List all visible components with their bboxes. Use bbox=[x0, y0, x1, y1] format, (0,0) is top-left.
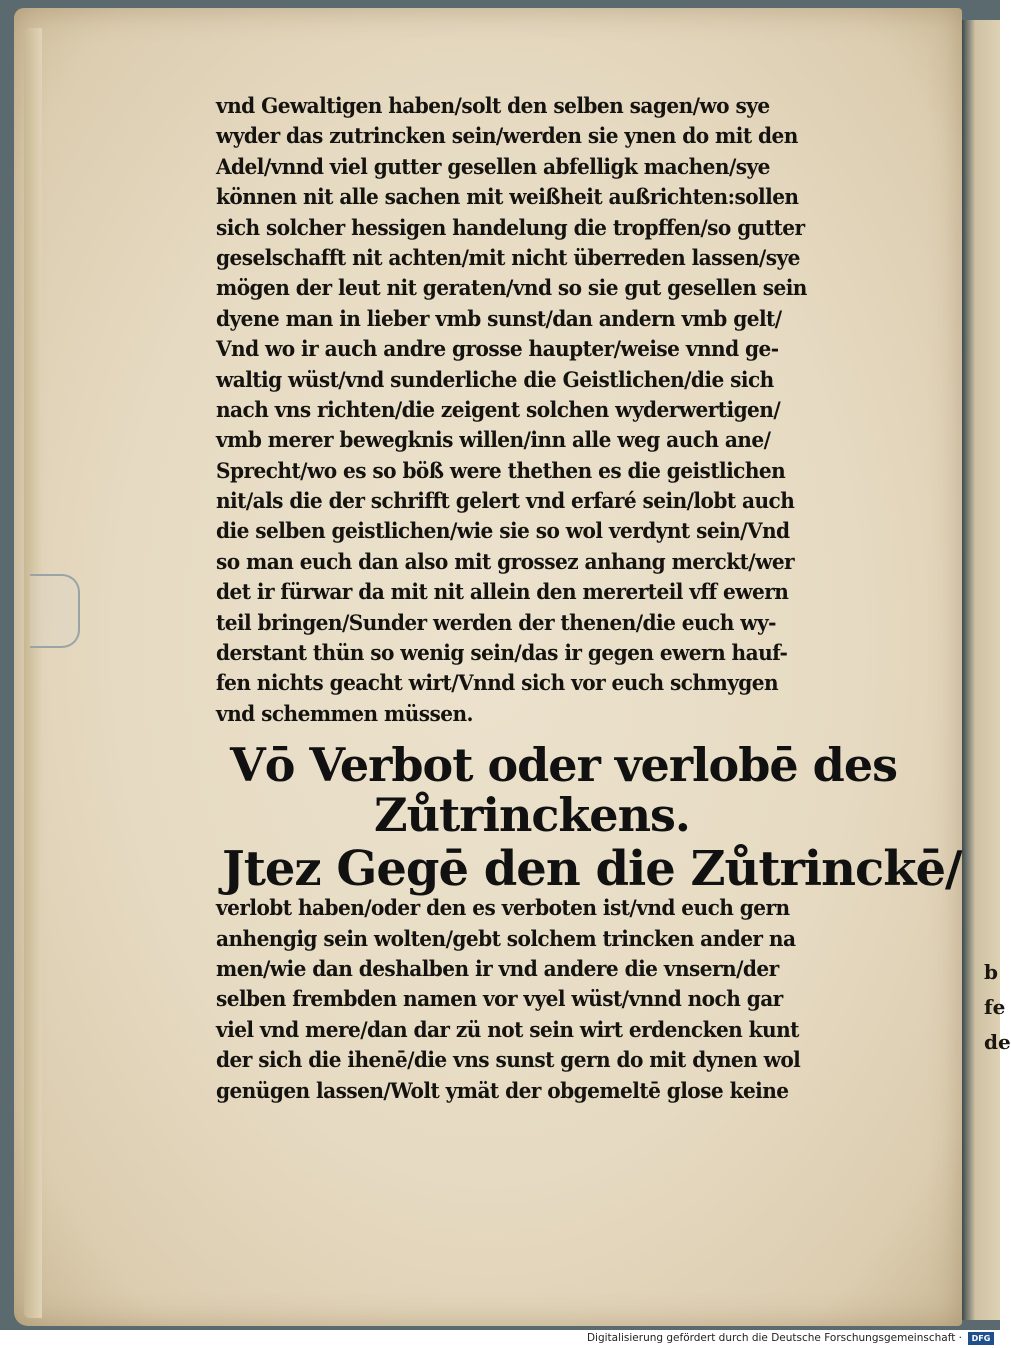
adjacent-page-edge bbox=[962, 20, 1011, 1320]
text-line: teil bringen/Sunder werden der thenen/die euch wy- bbox=[216, 610, 776, 636]
text-line: der sich die ihenē/die vns sunst gern do mit dynen wol bbox=[216, 1048, 801, 1074]
text-line: dyene man in lieber vmb sunst/dan andern vmb gelt/ bbox=[216, 306, 782, 332]
text-line: fen nichts geacht wirt/Vnnd sich vor euch schmygen bbox=[216, 671, 779, 697]
body-text bbox=[216, 92, 856, 730]
section-heading: Jtez Gegē den die Zůtrinckē/ bbox=[222, 841, 962, 898]
adjacent-page-letter: de bbox=[984, 1030, 1011, 1054]
text-line: waltig wüst/vnd sunderliche die Geistlichen/die sich bbox=[216, 367, 774, 393]
chapter-heading-line-1: Vō Verbot oder verlobē des bbox=[230, 738, 897, 793]
text-line: nach vns richten/die zeigent solchen wyderwertigen/ bbox=[216, 397, 781, 423]
text-line: verlobt haben/oder den es verboten ist/vnd euch gern bbox=[216, 896, 790, 922]
text-line: so man euch dan also mit grossez anhang merckt/wer bbox=[216, 549, 795, 575]
text-line: Adel/vnnd viel gutter gesellen abfelligk machen/sye bbox=[216, 154, 770, 180]
text-line: geselschafft nit achten/mit nicht überreden lassen/sye bbox=[216, 245, 800, 271]
text-line: wyder das zutrincken sein/werden sie ynen do mit den bbox=[216, 124, 798, 150]
text-line: vnd schemmen müssen. bbox=[216, 701, 473, 727]
text-line: viel vnd mere/dan dar zü not sein wirt erdencken kunt bbox=[216, 1017, 799, 1043]
text-line: selben frembden namen vor vyel wüst/vnnd noch gar bbox=[216, 987, 783, 1013]
footer-bar bbox=[0, 1330, 1000, 1348]
text-line: vnd Gewaltigen haben/solt den selben sagen/wo sye bbox=[216, 94, 770, 119]
page-tab-marker bbox=[30, 574, 80, 648]
text-line: vmb merer bewegknis willen/inn alle weg auch ane/ bbox=[216, 428, 771, 454]
text-line: die selben geistlichen/wie sie so wol verdynt sein/Vnd bbox=[216, 519, 790, 545]
text-line: können nit alle sachen mit weißheit außrichten:sollen bbox=[216, 185, 799, 211]
text-line: det ir fürwar da mit nit allein den mererteil vff ewern bbox=[216, 580, 789, 606]
adjacent-page-letter: b bbox=[984, 960, 998, 984]
book-page bbox=[14, 8, 962, 1326]
text-line: derstant thün so wenig sein/das ir gegen ewern hauf- bbox=[216, 641, 788, 667]
chapter-heading-line-2: Zůtrinckens. bbox=[374, 788, 690, 843]
text-line: Vnd wo ir auch andre grosse haupter/weise vnnd ge- bbox=[216, 337, 779, 363]
adjacent-page-letter: fe bbox=[984, 995, 1006, 1019]
dfg-logo: DFG bbox=[968, 1332, 994, 1345]
text-line: Sprecht/wo es so böß were thethen es die geistlichen bbox=[216, 458, 786, 484]
funding-credit: Digitalisierung gefördert durch die Deutsche Forschungsgemeinschaft · bbox=[586, 1332, 962, 1344]
section-text bbox=[216, 894, 856, 1107]
text-line: men/wie dan deshalben ir vnd andere die vnsern/der bbox=[216, 956, 779, 982]
text-line: sich solcher hessigen handelung die tropffen/so gutter bbox=[216, 215, 805, 241]
text-line: genügen lassen/Wolt ymät der obgemeltē glose keine bbox=[216, 1078, 789, 1104]
text-block bbox=[216, 92, 962, 1107]
text-line: mögen der leut nit geraten/vnd so sie gut gesellen sein bbox=[216, 276, 807, 302]
text-line: nit/als die der schrifft gelert vnd erfaré sein/lobt auch bbox=[216, 489, 795, 515]
text-line: anhengig sein wolten/gebt solchem trincken ander na bbox=[216, 926, 796, 952]
page-edge bbox=[24, 28, 42, 1318]
